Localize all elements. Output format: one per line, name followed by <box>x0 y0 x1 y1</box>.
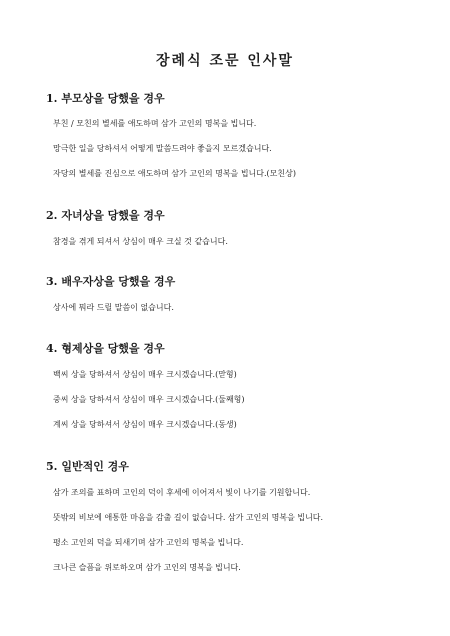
condolence-line: 상사에 뭐라 드릴 말씀이 없습니다. <box>53 303 174 312</box>
section-heading-child: 2. 자녀상을 당했을 경우 <box>46 209 165 222</box>
condolence-line: 망극한 일을 당하셔서 어떻게 말씀드려야 좋을지 모르겠습니다. <box>53 144 272 153</box>
condolence-line: 계씨 상을 당하셔서 상심이 매우 크시겠습니다.(동생) <box>53 420 237 429</box>
condolence-line: 부친 / 모친의 별세를 애도하며 삼가 고인의 명복을 빕니다. <box>53 119 257 128</box>
condolence-line: 평소 고인의 덕을 되새기며 삼가 고인의 명복을 빕니다. <box>53 538 244 547</box>
condolence-line: 자당의 별세를 진심으로 애도하며 삼가 고인의 명복을 빕니다.(모친상) <box>53 169 296 178</box>
condolence-line: 뜻밖의 비보에 애통한 마음을 감출 길이 없습니다. 삼가 고인의 명복을 빕니다. <box>53 513 324 522</box>
condolence-line: 참경을 겪게 되셔서 상심이 매우 크실 것 같습니다. <box>53 237 228 246</box>
condolence-line: 백씨 상을 당하셔서 상심이 매우 크시겠습니다.(맏형) <box>53 370 237 379</box>
condolence-line: 중씨 상을 당하셔서 상심이 매우 크시겠습니다.(둘째형) <box>53 395 245 404</box>
condolence-line: 크나큰 슬픔을 위로하오며 삼가 고인의 명복을 빕니다. <box>53 563 241 572</box>
section-heading-sibling: 4. 형제상을 당했을 경우 <box>46 342 165 355</box>
page-title: 장례식 조문 인사말 <box>156 53 294 69</box>
section-heading-parents: 1. 부모상을 당했을 경우 <box>46 92 165 105</box>
condolence-line: 삼가 조의를 표하며 고인의 덕이 후세에 이어져서 빛이 나기를 기원합니다. <box>53 488 311 497</box>
section-heading-spouse: 3. 배우자상을 당했을 경우 <box>46 275 176 288</box>
section-heading-general: 5. 일반적인 경우 <box>46 460 129 473</box>
